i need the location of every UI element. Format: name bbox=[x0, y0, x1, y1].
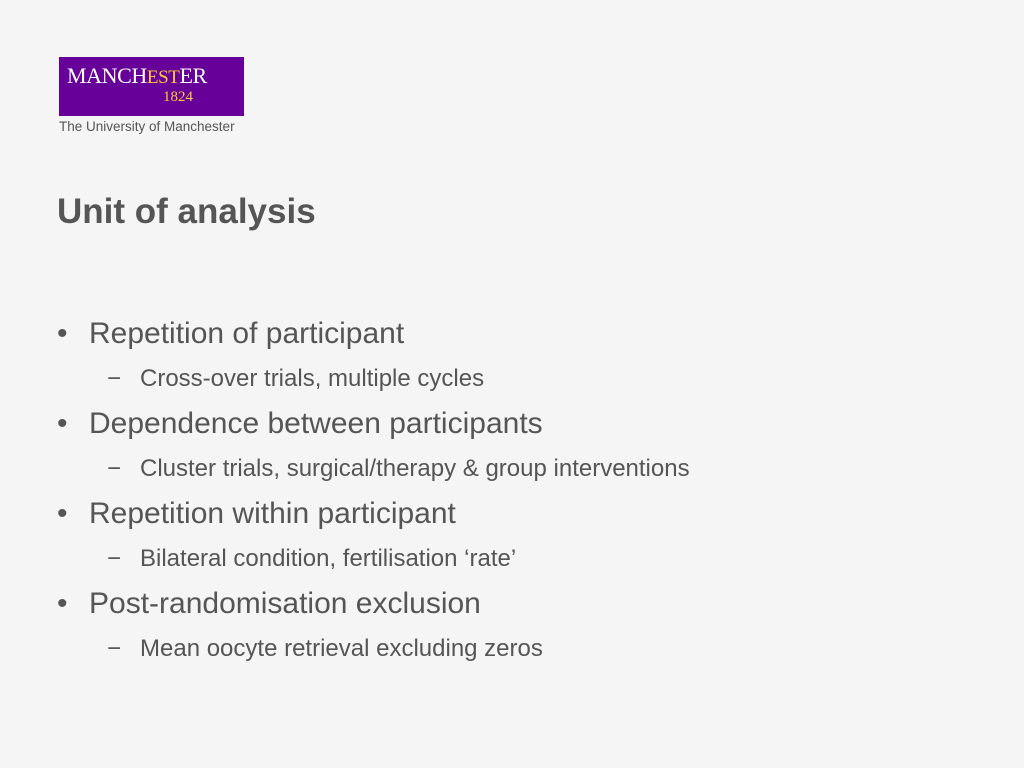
bullet-item bbox=[57, 402, 690, 446]
sub-bullet-marker: − bbox=[107, 545, 122, 572]
sub-bullet-text: Bilateral condition, fertilisation ‘rate’ bbox=[140, 545, 517, 572]
logo-wordmark bbox=[67, 65, 244, 89]
logo-subtitle: The University of Manchester bbox=[59, 119, 235, 134]
university-logo bbox=[59, 57, 244, 134]
bullet-item bbox=[57, 492, 690, 536]
sub-bullet-item bbox=[57, 626, 690, 672]
sub-bullet-item bbox=[57, 536, 690, 582]
sub-bullet-marker: − bbox=[107, 635, 122, 662]
bullet-marker: • bbox=[57, 317, 68, 350]
logo-word-est: EST bbox=[146, 67, 180, 88]
sub-bullet-item bbox=[57, 356, 690, 402]
bullet-text: Dependence between participants bbox=[89, 407, 543, 440]
logo-word-part1: MANCH bbox=[67, 63, 147, 88]
sub-bullet-item bbox=[57, 446, 690, 492]
logo-year: 1824 bbox=[163, 89, 193, 105]
sub-bullet-text: Cluster trials, surgical/therapy & group interventions bbox=[140, 455, 690, 482]
sub-bullet-text: Cross-over trials, multiple cycles bbox=[140, 365, 485, 392]
sub-bullet-marker: − bbox=[107, 455, 122, 482]
bullet-text: Post-randomisation exclusion bbox=[89, 587, 481, 620]
bullet-text: Repetition within participant bbox=[89, 497, 456, 530]
bullet-text: Repetition of participant bbox=[89, 317, 405, 350]
logo-badge bbox=[59, 57, 244, 116]
sub-bullet-marker: − bbox=[107, 365, 122, 392]
bullet-marker: • bbox=[57, 497, 68, 530]
bullet-marker: • bbox=[57, 407, 68, 440]
slide-title: Unit of analysis bbox=[57, 192, 316, 231]
logo-word-part3: ER bbox=[179, 63, 207, 88]
bullet-list bbox=[57, 312, 690, 672]
bullet-marker: • bbox=[57, 587, 68, 620]
bullet-item bbox=[57, 582, 690, 626]
bullet-item bbox=[57, 312, 690, 356]
sub-bullet-text: Mean oocyte retrieval excluding zeros bbox=[140, 635, 543, 662]
